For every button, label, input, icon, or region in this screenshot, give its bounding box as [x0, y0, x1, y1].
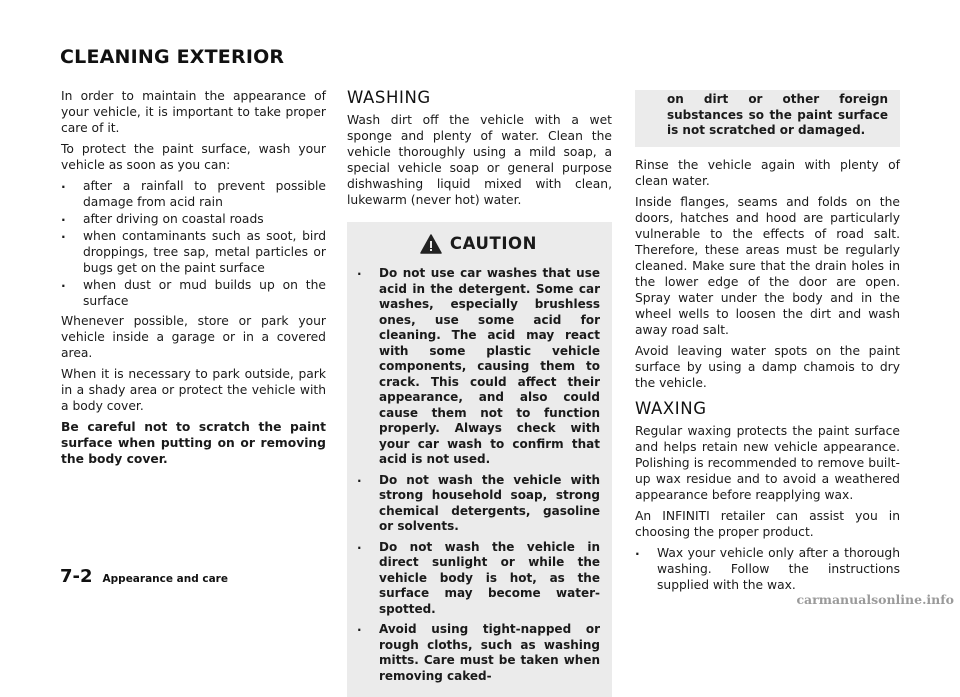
caution-item: . Do not use car washes that use acid in the detergent. Some car washes, especially brushless ones, use some acid for cleaning. The acid may react with some plastic vehicle components, causing them to crack. This could affect their appearance, and also could cause them not to function properly. Always check with your car wash to confirm that acid is not used.: [357, 266, 600, 468]
paragraph: When it is necessary to park outside, park in a shady area or protect the vehicle with a body cover.: [61, 367, 326, 413]
bullet-list: [635, 545, 900, 593]
page-footer: [60, 566, 228, 587]
watermark-logo: carmanualsonline.info: [796, 592, 954, 607]
caution-item: . Avoid using tight-napped or rough cloths, such as washing mitts. Care must be taken when removing caked-: [357, 622, 600, 684]
list-item: . when contaminants such as soot, bird droppings, tree sap, metal particles or bugs get on the paint surface: [61, 228, 326, 276]
paragraph: Rinse the vehicle again with plenty of clean water.: [635, 157, 900, 188]
column-intro: [61, 88, 326, 472]
paragraph: To protect the paint surface, wash your vehicle as soon as you can:: [61, 142, 326, 172]
page-number: 7-2: [60, 566, 93, 587]
caution-header: [357, 234, 600, 254]
paragraph: Wash dirt off the vehicle with a wet sponge and plenty of water. Clean the vehicle thoroughly using a mild soap, a special vehicle soap or general purpose dishwashing liquid mixed with clean, lukewarm (never hot) water.: [347, 113, 612, 207]
paragraph: Regular waxing protects the paint surface and helps retain new vehicle appearance. Polishing is recommended to remove built-up wax residue and to avoid a weathered appearance before reapplying wax.: [635, 423, 900, 502]
section-heading-washing: WASHING: [347, 88, 431, 107]
caution-item: . Do not wash the vehicle with strong household soap, strong chemical detergents, gasoline or solvents.: [357, 473, 600, 535]
list-item: . after driving on coastal roads: [61, 211, 326, 227]
column-continued: [635, 90, 900, 597]
page-title: CLEANING EXTERIOR: [60, 46, 285, 68]
paragraph: Avoid leaving water spots on the paint surface by using a damp chamois to dry the vehicle.: [635, 343, 900, 390]
paragraph: Inside flanges, seams and folds on the doors, hatches and hood are particularly vulnerable to the effects of road salt. Therefore, these areas must be regularly cleaned. Make sure that the drain holes in the lower edge of the door are open. Spray water under the body and in the wheel wells to loosen the dirt and wash away road salt.: [635, 194, 900, 337]
section-label: Appearance and care: [102, 573, 228, 585]
column-washing: [347, 90, 612, 697]
section-heading-waxing: WAXING: [635, 398, 707, 418]
caution-list: [357, 266, 600, 684]
list-item: . after a rainfall to prevent possible damage from acid rain: [61, 178, 326, 210]
caution-item: . Do not wash the vehicle in direct sunlight or while the vehicle body is hot, as the surface may become water-spotted.: [357, 540, 600, 618]
bullet-list: [61, 178, 326, 309]
caution-box: [347, 222, 612, 697]
paragraph: Whenever possible, store or park your vehicle inside a garage or in a covered area.: [61, 314, 326, 360]
list-item: . Wax your vehicle only after a thorough washing. Follow the instructions supplied with the wax.: [635, 545, 900, 593]
paragraph: An INFINITI retailer can assist you in choosing the proper product.: [635, 508, 900, 539]
warning-triangle-icon: [420, 234, 442, 254]
caution-box-continued: on dirt or other foreign substances so the paint surface is not scratched or damaged.: [635, 90, 900, 147]
list-item: . when dust or mud builds up on the surface: [61, 277, 326, 309]
bold-note: Be careful not to scratch the paint surface when putting on or removing the body cover.: [61, 420, 326, 466]
paragraph: In order to maintain the appearance of your vehicle, it is important to take proper care of it.: [61, 89, 326, 135]
caution-title: CAUTION: [449, 234, 538, 253]
